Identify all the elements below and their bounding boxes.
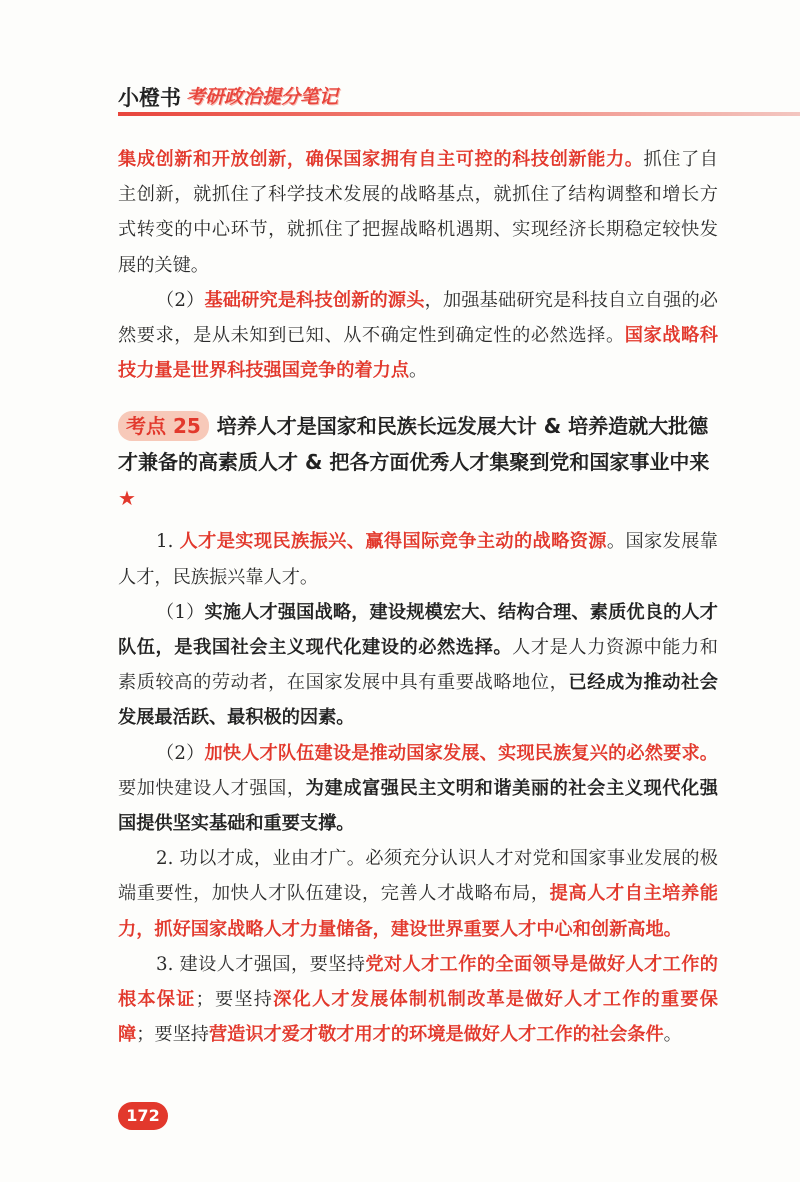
paragraph-7 (118, 947, 718, 1053)
highlight-text: 加快人才队伍建设是推动国家发展、实现民族复兴的必然要求。 (204, 742, 718, 764)
body-text: 人才是人力资源中能力和素质较高的劳动者，在国家发展中具有重要战略地位， (118, 637, 718, 694)
item-prefix: 1. (156, 531, 180, 553)
highlight-text: 国家战略科技力量是世界科技强国竞争的着力点 (118, 325, 718, 382)
body-text: 抓住了自主创新，就抓住了科学技术发展的战略基点，就抓住了结构调整和增长方式转变的中心环节，就抓住了把握战略机遇期、实现经济长期稳定较快发展的关键。 (118, 149, 718, 276)
paragraph-5 (118, 736, 718, 842)
header-rule (118, 112, 800, 116)
highlight-text: 集成创新和开放创新，确保国家拥有自主可控的科技创新能力。 (118, 149, 644, 170)
star-icon: ★ (118, 486, 136, 511)
highlight-text: 人才是实现民族振兴、赢得国际竞争主动的战略资源 (179, 531, 607, 553)
body-text: 。 (409, 360, 428, 382)
bold-text: 为建成富强民主文明和谐美丽的社会主义现代化强国提供坚实基础和重要支撑。 (118, 777, 718, 835)
body-text: 3. 建设人才强国，要坚持 (156, 953, 366, 975)
page-number: 172 (118, 1102, 168, 1130)
highlight-text: 提高人才自主培养能力，抓好国家战略人才力量储备，建设世界重要人才中心和创新高地。 (118, 883, 718, 940)
highlight-text: 深化人才发展体制机制改革是做好人才工作的重要保障 (118, 989, 718, 1046)
topic-heading (118, 408, 718, 516)
item-prefix: （2） (156, 742, 205, 764)
body-text: ，加强基础研究是科技自立自强的必然要求，是从未知到已知、从不确定性到确定性的必然选择。 (118, 289, 718, 347)
topic-title: 培养人才是国家和民族长远发展大计 & 培养造就大批德才兼备的高素质人才 & 把各方面优秀人才集聚到党和国家事业中来 (118, 414, 710, 475)
item-prefix: （1） (156, 601, 205, 623)
paragraph-2 (118, 283, 718, 389)
brand-title: 小橙书 (118, 86, 181, 110)
paragraph-1 (118, 142, 718, 283)
body-text: ；要坚持 (195, 989, 274, 1011)
paragraph-3 (118, 524, 718, 594)
bold-text: 实施人才强国战略，建设规模宏大、结构合理、素质优良的人才队伍，是我国社会主义现代化建设的必然选择。 (118, 601, 718, 659)
item-prefix: （2） (156, 289, 205, 311)
body-text: 要加快建设人才强国， (118, 777, 306, 799)
topic-badge: 考点 25 (118, 411, 209, 441)
highlight-text: 基础研究是科技创新的源头 (204, 289, 425, 311)
body-text: 。 (663, 1024, 682, 1046)
paragraph-6 (118, 841, 718, 947)
bold-text: 已经成为推动社会发展最活跃、最积极的因素。 (118, 672, 718, 729)
book-subtitle: 考研政治提分笔记 (186, 86, 339, 108)
page-header (118, 78, 800, 118)
highlight-text: 营造识才爱才敬才用才的环境是做好人才工作的社会条件 (208, 1024, 664, 1046)
body-text: 。国家发展靠人才，民族振兴靠人才。 (118, 531, 718, 588)
body-text: ；要坚持 (136, 1024, 209, 1046)
paragraph-4 (118, 595, 718, 736)
page-content (118, 142, 718, 1052)
highlight-text: 党对人才工作的全面领导是做好人才工作的根本保证 (118, 953, 718, 1011)
body-text: 2. 功以才成，业由才广。必须充分认识人才对党和国家事业发展的极端重要性，加快人才队伍建设，完善人才战略布局， (118, 848, 718, 905)
